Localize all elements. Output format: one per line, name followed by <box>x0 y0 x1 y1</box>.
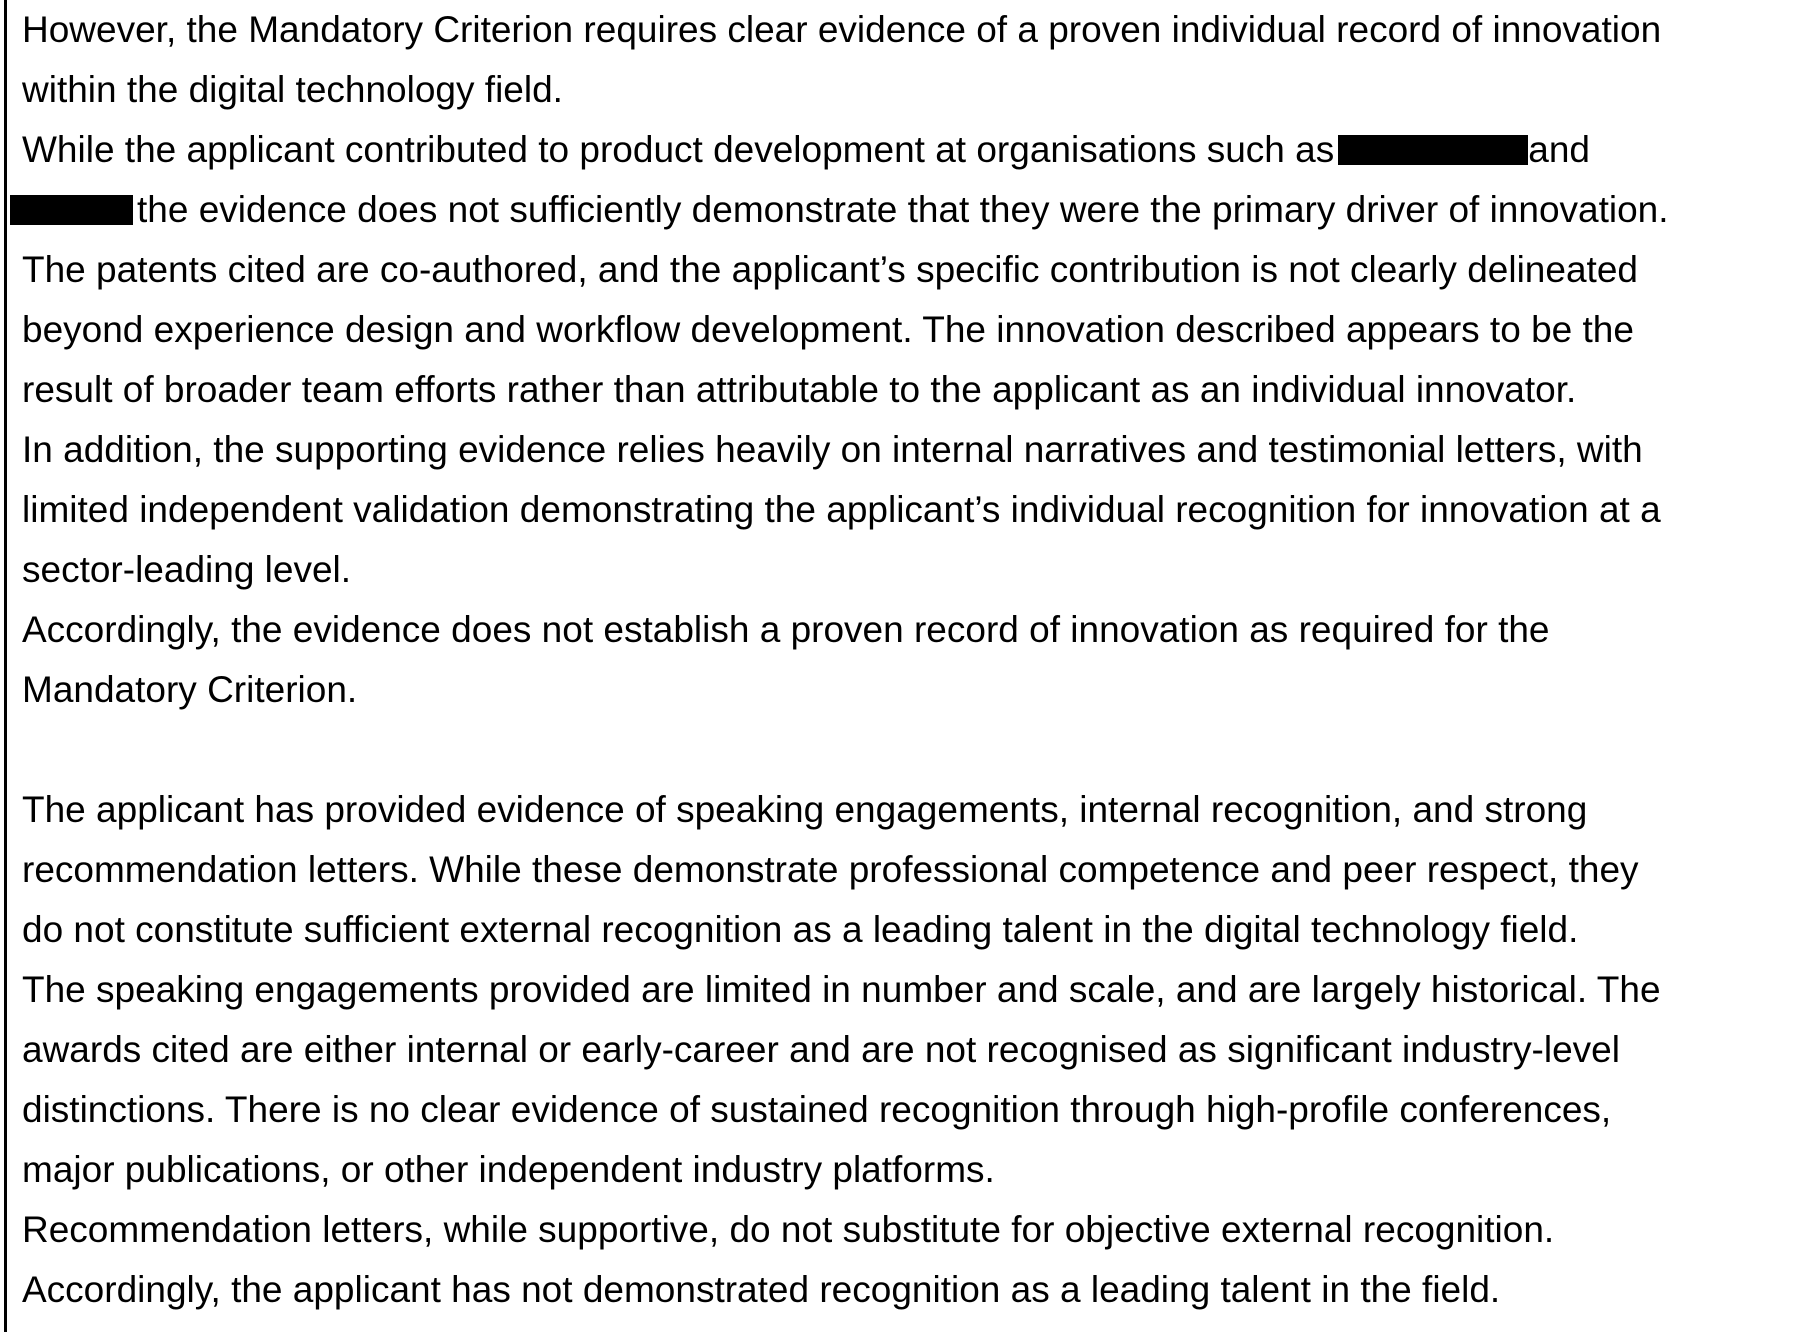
text-line: However, the Mandatory Criterion requires clear evidence of a proven individual record of innovation <box>22 9 1662 50</box>
paragraph-innovation-requirement <box>22 0 1800 120</box>
text-line: The applicant has provided evidence of speaking engagements, internal recognition, and strong <box>22 789 1588 830</box>
text-line: major publications, or other independent industry platforms. <box>22 1149 995 1190</box>
text-line: result of broader team efforts rather than attributable to the applicant as an individual innovator. <box>22 369 1577 410</box>
paragraph-gap <box>22 720 1800 780</box>
paragraph-supporting-evidence <box>22 420 1800 600</box>
text-line: limited independent validation demonstrating the applicant’s individual recognition for innovation at a <box>22 489 1661 530</box>
text-line: awards cited are either internal or early-career and are not recognised as significant industry-level <box>22 1029 1620 1070</box>
document-body <box>22 0 1800 1320</box>
text-line-with-redaction <box>22 120 1800 180</box>
text-line: Accordingly, the applicant has not demonstrated recognition as a leading talent in the field. <box>22 1269 1501 1310</box>
text-line: In addition, the supporting evidence relies heavily on internal narratives and testimonial letters, with <box>22 429 1643 470</box>
text-line: within the digital technology field. <box>22 69 563 110</box>
text-segment: the evidence does not sufficiently demonstrate that they were the primary driver of innovation. <box>137 189 1669 230</box>
text-line: sector-leading level. <box>22 549 352 590</box>
paragraph-innovation-conclusion <box>22 600 1800 720</box>
text-line: The patents cited are co-authored, and the applicant’s specific contribution is not clearly delineated <box>22 249 1638 290</box>
left-border-rule <box>4 0 7 1332</box>
paragraph-recognition-conclusion <box>22 1260 1800 1320</box>
paragraph-patents <box>22 240 1800 420</box>
paragraph-contribution <box>22 120 1800 240</box>
redaction-bar <box>1338 135 1528 165</box>
text-line: beyond experience design and workflow development. The innovation described appears to be the <box>22 309 1634 350</box>
text-line-with-redaction <box>22 180 1800 240</box>
text-segment: and <box>1528 129 1590 170</box>
text-line: Accordingly, the evidence does not establish a proven record of innovation as required for the <box>22 609 1550 650</box>
redaction-bar <box>10 195 133 225</box>
paragraph-speaking-evidence <box>22 780 1800 960</box>
paragraph-speaking-engagements <box>22 960 1800 1200</box>
paragraph-recommendation-letters <box>22 1200 1800 1260</box>
text-line: Recommendation letters, while supportive, do not substitute for objective external recognition. <box>22 1209 1555 1250</box>
text-line: distinctions. There is no clear evidence of sustained recognition through high-profile conferences, <box>22 1089 1612 1130</box>
text-line: The speaking engagements provided are limited in number and scale, and are largely historical. The <box>22 969 1661 1010</box>
text-line: recommendation letters. While these demonstrate professional competence and peer respect, they <box>22 849 1639 890</box>
text-segment: While the applicant contributed to product development at organisations such as <box>22 129 1335 170</box>
text-line: Mandatory Criterion. <box>22 669 358 710</box>
text-line: do not constitute sufficient external recognition as a leading talent in the digital technology field. <box>22 909 1579 950</box>
